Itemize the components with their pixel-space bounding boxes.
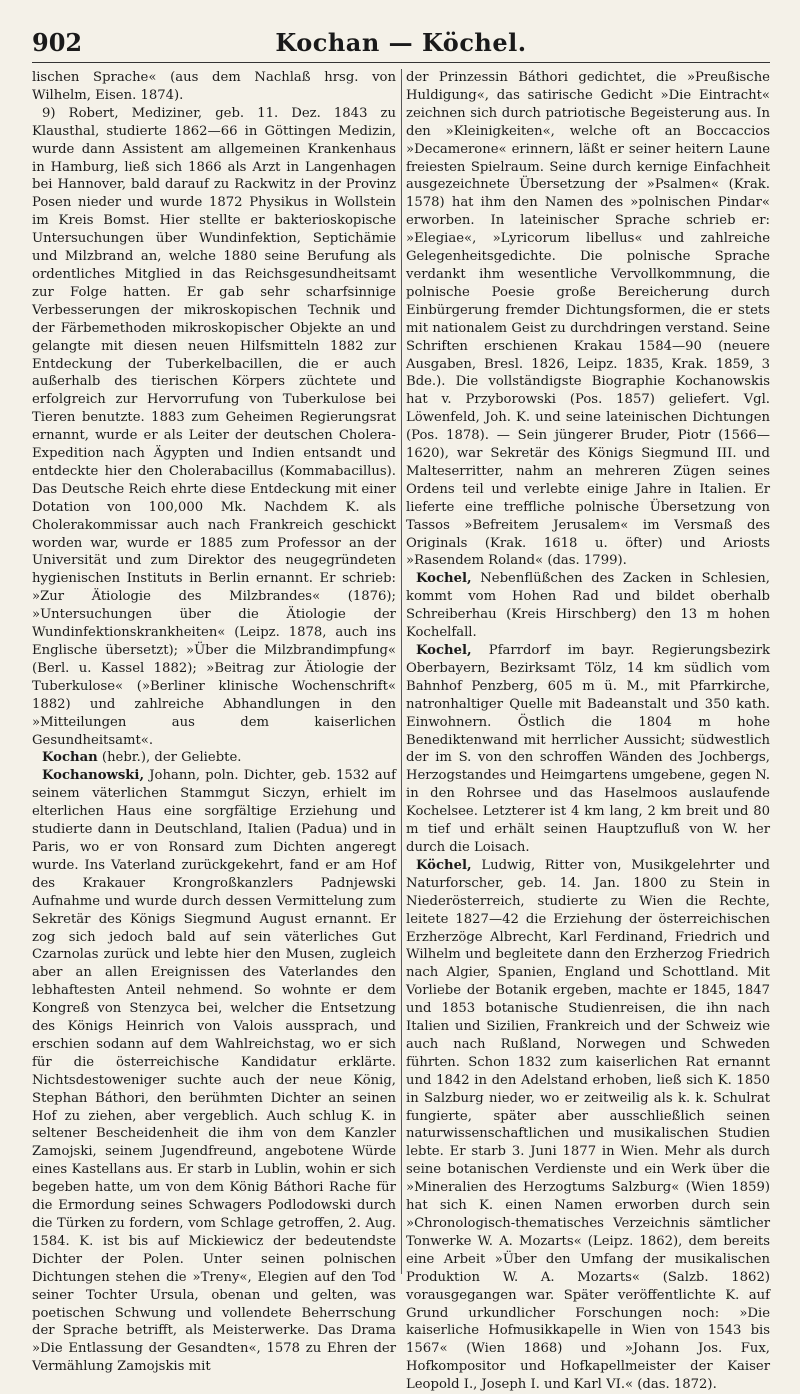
entry-kochel-village: Kochel, Pfarrdorf im bayr. Regierungsbezirk Oberbayern, Bezirksamt Tölz, 14 km südlich vom Bahnhof Penzberg, 605 m ü. M., mit Pfarrkirche, natronhaltiger Quelle mit Badeanstalt und 350 kath. Einwohnern. Östlich die 1804 m hohe Benediktenwand mit herrlicher Aussicht; südwestlich der im S. von den schroffen Wänden des Jochbergs, Herzogstandes und Heimgartens umgebene, gegen N. in den Rohrsee und das Haselmoos auslaufende Kochelsee. Letzterer ist 4 km lang, 2 km breit und 80 m tief und erhält seinen Hauptzufluß von W. her durch die Loisach. (406, 643, 771, 855)
headword: Kochanowski, (42, 768, 145, 784)
headword: Kochel, (416, 571, 472, 587)
entry-continuation: der Prinzessin Báthori gedichtet, die »Preußische Huldigung«, das satirische Gedicht »Die Eintracht« zeichnen sich durch patriotische Begeisterung aus. In den »Kleinigkeiten«, welche oft an Boccaccios »Decamerone« erinnern, läßt er seiner heitern Laune freiesten Spielraum. Seine durch kernige Einfachheit ausgezeichnete Übersetzung der »Psalmen« (Krak. 1578) hat ihm den Namen des »polnischen Pindar« erworben. In lateinischer Sprache schrieb er: »Elegiae«, »Lyricorum libellus« und zahlreiche Gelegenheitsgedichte. Die polnische Sprache verdankt ihm wesentliche Vervollkommnung, die polnische Poesie große Bereicherung durch Einbürgerung fremder Dichtungsformen, die er stets mit nationalem Geist zu durchdringen verstand. Seine Schriften erschienen Krakau 1584—90 (neuere Ausgaben, Bresl. 1826, Leipz. 1835, Krak. 1859, 3 Bde.). Die vollständigste Biographie Kochanowskis hat v. Przyborowski (Pos. 1857) geliefert. Vgl. Löwenfeld, Joh. K. und seine lateinischen Dichtungen (Pos. 1878). — Sein jüngerer Bruder, Piotr (1566—1620), war Sekretär des Königs Siegmund III. und Malteserritter, nahm an mehreren Zügen seines Ordens teil und verlebte einige Jahre in Italien. Er lieferte eine treffliche polnische Übersetzung von Tassos »Befreitem Jerusalem« im Versmaß des Originals (Krak. 1618 u. öfter) und Ariosts »Rasendem Roland« (das. 1799). (406, 70, 770, 569)
text-columns (32, 69, 771, 1393)
running-head: Kochan — Köchel. (275, 28, 527, 57)
entry-koechel: Köchel, Ludwig, Ritter von, Musikgelehrter und Naturforscher, geb. 14. Jan. 1800 zu Stein in Niederösterreich, studierte zu Wien die Rechte, leitete 1827—42 die Erziehung der österreichischen Erzherzöge Albrecht, Karl Ferdinand, Friedrich und Wilhelm und begleitete dann den Erzherzog Friedrich nach Algier, Spanien, England und Schottland. Mit Vorliebe der Botanik ergeben, machte er 1845, 1847 und 1853 botanische Studienreisen, die ihn nach Italien und Sizilien, Frankreich und der Schweiz wie auch nach Rußland, Norwegen und Schweden führten. Schon 1832 zum kaiserlichen Rat ernannt und 1842 in den Adelstand erhoben, ließ sich K. 1850 in Salzburg nieder, wo er zeitweilig als k. k. Schulrat fungierte, später aber ausschließlich seinen naturwissenschaftlichen und musikalischen Studien lebte. Er starb 3. Juni 1877 in Wien. Mehr als durch seine botanischen Verdienste und ein Werk über die »Mineralien des Herzogtums Salzburg« (Wien 1859) hat sich K. einen Namen erworben durch sein »Chronologisch-thematisches Verzeichnis sämtlicher Tonwerke W. A. Mozarts« (Leipz. 1862), dem bereits eine Arbeit »Über den Umfang der musikalischen Produktion W. A. Mozarts« (Salzb. 1862) vorausgegangen war. Später veröffentlichte K. auf Grund urkundlicher Forschungen noch: »Die kaiserliche Hofmusikkapelle in Wien von 1543 bis 1567« (Wien 1868) und »Johann Jos. Fux, Hofkompositor und Hofkapellmeister der Kaiser Leopold I., Joseph I. und Karl VI.« (das. 1872). (406, 857, 770, 1393)
entry-continuation: lischen Sprache« (aus dem Nachlaß hrsg. von Wilhelm, Eisen. 1874). (32, 70, 396, 103)
headword: Köchel, (416, 857, 472, 873)
page-header (32, 22, 770, 63)
headword: Kochel, (416, 643, 472, 658)
headword: Kochan (42, 750, 98, 766)
page-number: 902 (32, 28, 83, 57)
entry-kochan: Kochan (hebr.), der Geliebte. (42, 750, 242, 766)
left-column (32, 69, 396, 1375)
entry-koch-robert: 9) Robert, Mediziner, geb. 11. Dez. 1843 zu Klausthal, studierte 1862—66 in Göttingen Medizin, wurde dann Assistent am allgemeinen Krankenhaus in Hamburg, ließ sich 1866 als Arzt in Langenhagen bei Hannover, bald darauf zu Rackwitz in der Provinz Posen nieder und wurde 1872 Physikus in Wollstein im Kreis Bomst. Hier stellte er bakterioskopische Untersuchungen über Wundinfektion, Septichämie und Milzbrand an, welche 1880 seine Berufung als ordentliches Mitglied in das Reichsgesundheitsamt zur Folge hatten. Er gab sehr scharfsinnige Verbesserungen der mikroskopischen Technik und der Färbemethoden mikroskopischer Objekte an und gelangte mit diesen neuen Hilfsmitteln 1882 zur Entdeckung der Tuberkelbacillen, die er auch außerhalb des tierischen Körpers züchtete und erfolgreich zur Hervorrufung von Tuberkulose bei Tieren benutzte. 1883 zum Geheimen Regierungsrat ernannt, wurde er als Leiter der deutschen Cholera-Expedition nach Ägypten und Indien entsandt und entdeckte hier den Cholerabacillus (Kommabacillus). Das Deutsche Reich ehrte diese Entdeckung mit einer Dotation von 100,000 Mk. Nachdem K. als Cholerakommissar auch nach Frankreich geschickt worden war, wurde er 1885 zum Professor an der Universität und zum Direktor des neugegründeten hygienischen Instituts in Berlin ernannt. Er schrieb: »Zur Ätiologie des Milzbrandes« (1876); »Untersuchungen über die Ätiologie der Wundinfektionskrankheiten« (Leipz. 1878, auch ins Englische übersetzt); »Über die Milzbrandimpfung« (Berl. u. Kassel 1882); »Beitrag zur Ätiologie der Tuberkulose« (»Berliner klinische Wochenschrift« 1882) und zahlreiche Abhandlungen in den »Mitteilungen aus dem kaiserlichen Gesundheitsamt«. (32, 105, 396, 748)
column-divider (401, 69, 402, 1274)
right-column (406, 69, 771, 1393)
entry-kochel-river: Kochel, Nebenflüßchen des Zacken in Schlesien, kommt vom Hohen Rad und bildet oberhalb Schreiberhau (Kreis Hirschberg) den 13 m hohen Kochelfall. (406, 571, 770, 641)
entry-kochanowski: Kochanowski, Johann, poln. Dichter, geb. 1532 auf seinem väterlichen Stammgut Siczyn, erhielt im elterlichen Haus eine sorgfältige Erziehung und studierte dann in Deutschland, Italien (Padua) und in Paris, wo er von Ronsard zum Dichten angeregt wurde. Ins Vaterland zurückgekehrt, fand er am Hof des Krakauer Krongroßkanzlers Padnjewski Aufnahme und wurde durch dessen Vermittelung zum Sekretär des Königs Siegmund August ernannt. Er zog sich jedoch bald auf sein väterliches Gut Czarnolas zurück und lebte hier den Musen, zugleich aber an allen Ereignissen des Vaterlandes den lebhaftesten Anteil nehmend. So wohnte er dem Kongreß von Stenzyca bei, welcher die Entsetzung des Königs Heinrich von Valois aussprach, und erschien sodann auf dem Wahlreichstag, wo er sich für die österreichische Kandidatur erklärte. Nichtsdestoweniger suchte auch der neue König, Stephan Báthori, den berühmten Dichter an seinen Hof zu ziehen, aber vergeblich. Auch schlug K. in seltener Bescheidenheit die ihm von dem Kanzler Zamojski, seinem Jugendfreund, angebotene Würde eines Kastellans aus. Er starb in Lublin, wohin er sich begeben hatte, um von dem König Báthori Rache für die Ermordung seines Schwagers Podlodowski durch die Türken zu fordern, vom Schlage getroffen, 2. Aug. 1584. K. ist bis auf Mickiewicz der bedeutendste Dichter der Polen. Unter seinen polnischen Dichtungen stehen die »Treny«, Elegien auf den Tod seiner Tochter Ursula, obenan und gelten, was poetischen Schwung und vollendete Beherrschung der Sprache betrifft, als Meisterwerke. Das Drama »Die Entlassung der Gesandten«, 1578 zu Ehren der Vermählung Zamojskis mit (32, 768, 396, 1375)
